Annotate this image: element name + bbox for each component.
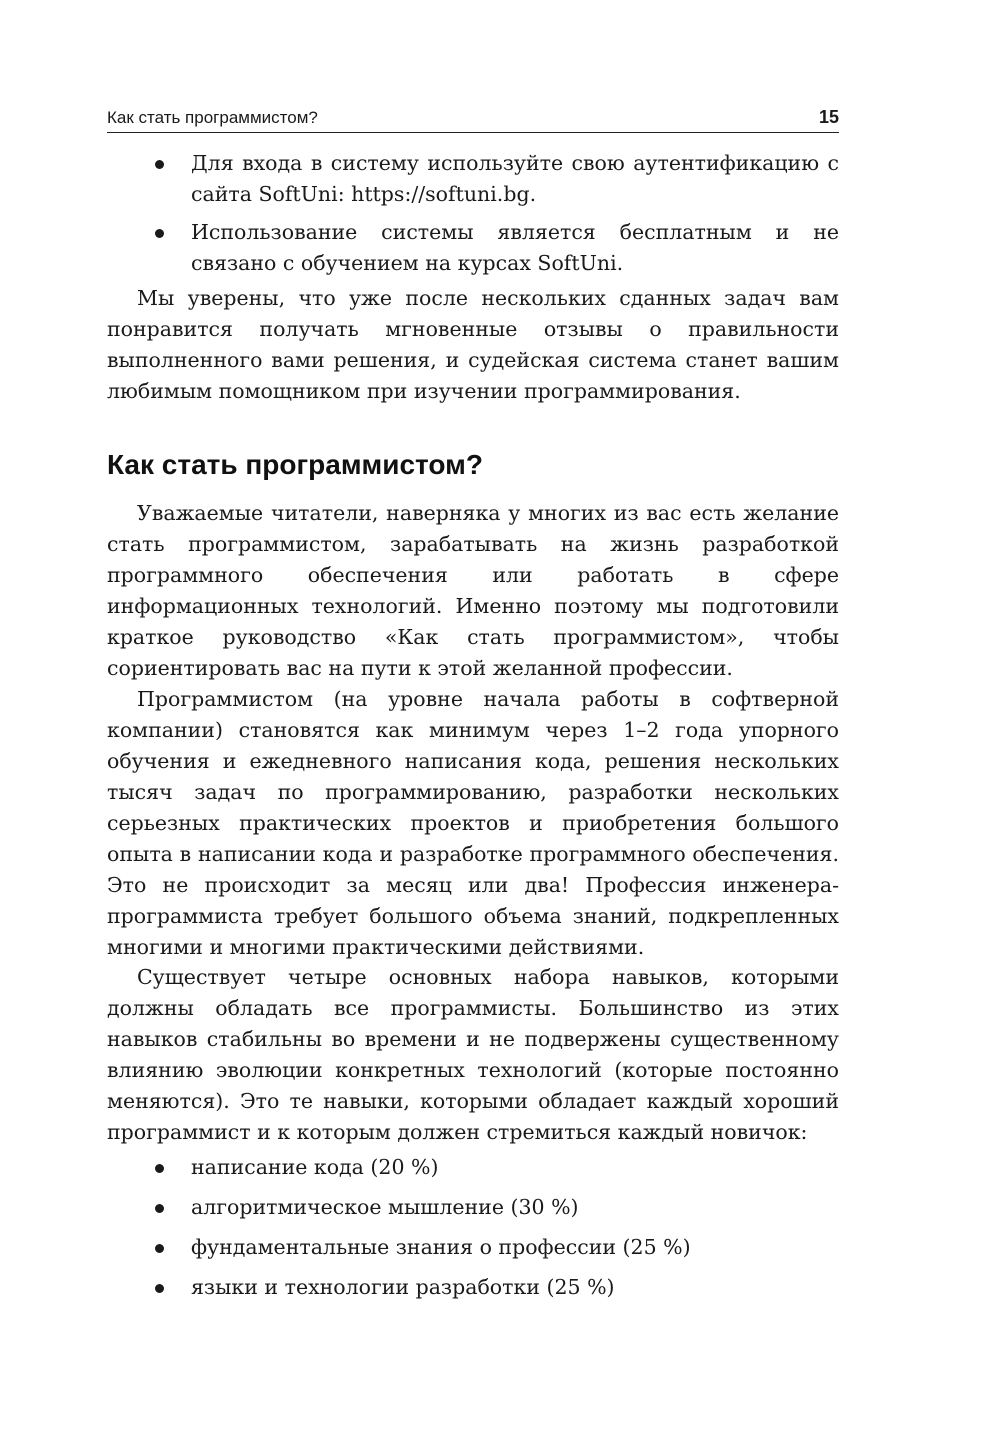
list-item	[107, 148, 839, 210]
intro-paragraph: Мы уверены, что уже после нескольких сданных задач вам понравится получать мгновенные отзывы о правильности выполненного вами решения, и судейская система станет вашим любимым помощником при изучении программирования.	[107, 286, 839, 403]
list-item-text: Использование системы является бесплатным и не связано с обучением на курсах SoftUni.	[191, 220, 839, 275]
list-item-text: Для входа в систему используйте свою аутентификацию с сайта SoftUni: https://softuni.bg.	[191, 151, 839, 206]
running-title: Как стать программистом?	[107, 108, 318, 127]
list-item-text: написание кода (20 %)	[191, 1155, 439, 1179]
list-item	[107, 1192, 839, 1223]
list-item-text: фундаментальные знания о профессии (25 %)	[191, 1235, 691, 1259]
intro-bullet-list	[107, 148, 839, 279]
list-item	[107, 1232, 839, 1263]
paragraph: Существует четыре основных набора навыков, которыми должны обладать все программисты. Большинство из этих навыков стабильны во времени и не подвержены существенному влиянию эволюции конкретных технологий (которые постоянно меняются). Это те навыки, которыми обладает каждый хороший программист и к которым должен стремиться каждый новичок:	[107, 965, 839, 1144]
page-number: 15	[818, 107, 839, 127]
paragraph: Программистом (на уровне начала работы в софтверной компании) становятся как минимум через 1–2 года упорного обучения и ежедневного написания кода, решения нескольких тысяч задач по программированию, разработки нескольких серьезных практических проектов и приобретения большого опыта в написании кода и разработке программного обеспечения. Это не происходит за месяц или два! Профессия инженера-программиста требует большого объема знаний, подкрепленных многими и многими практическими действиями.	[107, 687, 839, 959]
bullet-icon	[155, 1204, 164, 1213]
bullet-icon	[155, 229, 164, 238]
list-item-text: алгоритмическое мышление (30 %)	[191, 1195, 579, 1219]
list-item-text: языки и технологии разработки (25 %)	[191, 1275, 615, 1299]
list-item	[107, 1272, 839, 1303]
bullet-icon	[155, 1164, 164, 1173]
bullet-icon	[155, 1244, 164, 1253]
bullet-icon	[155, 1284, 164, 1293]
skills-bullet-list	[107, 1152, 839, 1303]
paragraph: Уважаемые читатели, наверняка у многих из вас есть желание стать программистом, зарабатывать на жизнь разработкой программного обеспечения или работать в сфере информационных технологий. Именно поэтому мы подготовили краткое руководство «Как стать программистом», чтобы сориентировать вас на пути к этой желанной профессии.	[107, 501, 839, 680]
bullet-icon	[155, 160, 164, 169]
list-item	[107, 1152, 839, 1183]
running-header	[107, 106, 839, 133]
section-heading: Как стать программистом?	[107, 449, 483, 480]
list-item	[107, 217, 839, 279]
